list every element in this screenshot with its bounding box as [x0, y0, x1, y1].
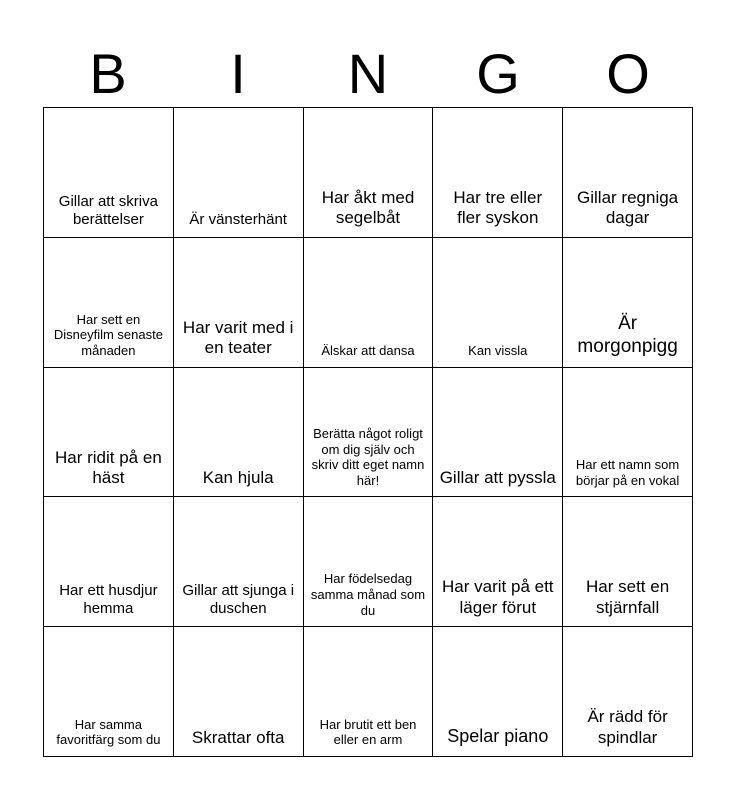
cell-text: Är rädd för spindlar — [587, 707, 668, 747]
cell-text: Har sett en stjärnfall — [586, 577, 670, 617]
bingo-cell — [44, 368, 174, 498]
cell-text: Älskar att dansa — [321, 343, 415, 358]
bingo-cell — [304, 627, 434, 757]
bingo-cell — [304, 108, 434, 238]
cell-text: Har åkt med segelbåt — [321, 188, 415, 228]
bingo-cell — [174, 497, 304, 627]
cell-text: Är vänsterhänt — [189, 210, 287, 228]
bingo-cell — [44, 238, 174, 368]
bingo-cell — [174, 108, 304, 238]
bingo-cell — [563, 497, 693, 627]
cell-text: Har ett namn som börjar på en vokal — [575, 457, 680, 488]
cell-text: Har födelsedag samma månad som du — [310, 571, 426, 618]
bingo-cell — [563, 108, 693, 238]
bingo-cell — [44, 627, 174, 757]
bingo-cell — [44, 108, 174, 238]
cell-text: Kan hjula — [202, 468, 274, 487]
bingo-cell — [433, 108, 563, 238]
bingo-cell — [433, 627, 563, 757]
bingo-cell — [174, 368, 304, 498]
cell-text: Har ett husdjur hemma — [59, 582, 158, 618]
bingo-cell — [563, 238, 693, 368]
bingo-cell — [433, 238, 563, 368]
bingo-cell — [563, 368, 693, 498]
bingo-cell — [174, 238, 304, 368]
cell-text: Har brutit ett ben eller en arm — [319, 716, 417, 748]
cell-text: Gillar att skriva berättelser — [58, 192, 158, 228]
bingo-cell — [433, 497, 563, 627]
cell-text: Är morgonpigg — [577, 313, 678, 357]
cell-text: Spelar piano — [447, 726, 549, 747]
cell-text: Kan vissla — [468, 343, 528, 358]
cell-text: Har tre eller fler syskon — [453, 188, 543, 228]
bingo-cell — [44, 497, 174, 627]
header-letter-b: B — [89, 42, 127, 105]
bingo-cell — [304, 238, 434, 368]
bingo-cell — [174, 627, 304, 757]
header-letter-i: I — [230, 42, 246, 105]
cell-text: Gillar regniga dagar — [577, 188, 679, 228]
cell-text: Har sett en Disneyfilm senaste månaden — [53, 311, 163, 358]
cell-text: Har ridit på en häst — [55, 447, 162, 487]
bingo-cell — [563, 627, 693, 757]
bingo-cell — [433, 368, 563, 498]
header-letter-o: O — [606, 42, 650, 105]
bingo-cell — [304, 368, 434, 498]
cell-text: Har samma favoritfärg som du — [56, 716, 161, 748]
cell-text: Har varit med i en teater — [182, 317, 294, 358]
cell-text: Gillar att sjunga i duschen — [182, 582, 295, 618]
cell-text: Berätta något roligt om dig själv och skriv ditt eget namn här! — [311, 426, 425, 488]
bingo-grid — [43, 107, 693, 757]
header-letter-n: N — [347, 42, 389, 105]
bingo-cell — [304, 497, 434, 627]
bingo-header — [43, 40, 693, 108]
cell-text: Skrattar ofta — [191, 727, 285, 747]
header-letter-g: G — [476, 42, 520, 105]
cell-text: Har varit på ett läger förut — [442, 577, 554, 617]
cell-text: Gillar att pyssla — [439, 468, 556, 487]
